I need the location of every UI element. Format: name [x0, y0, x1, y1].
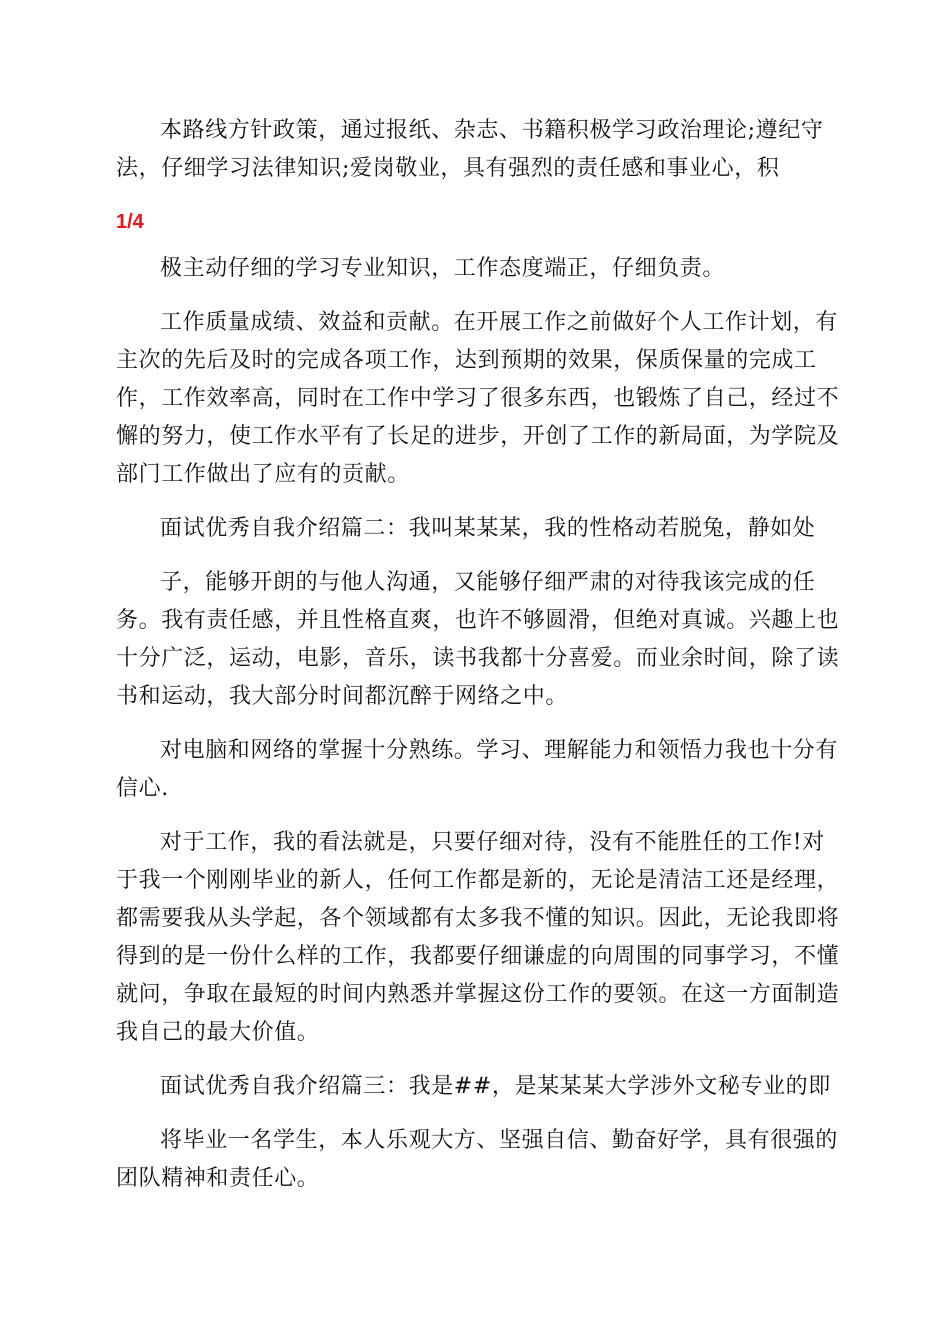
text-line: 工作质量成绩、效益和贡献。在开展工作之前做好个人工作计划，有 — [160, 310, 839, 335]
text-line: 极主动仔细的学习专业知识，工作态度端正，仔细负责。 — [160, 256, 726, 281]
page-number: 1/4 — [116, 211, 144, 233]
text-line: 面试优秀自我介绍篇三：我是##，是某某某大学涉外文秘专业的即 — [160, 1074, 831, 1099]
text-line: 信心. — [116, 776, 169, 801]
text-line: 部门工作做出了应有的贡献。 — [116, 462, 410, 487]
text-line: 面试优秀自我介绍篇二：我叫某某某，我的性格动若脱兔，静如处 — [160, 516, 816, 541]
text-line: 团队精神和责任心。 — [116, 1166, 320, 1191]
text-line: 主次的先后及时的完成各项工作，达到预期的效果，保质保量的完成工 — [116, 348, 817, 373]
text-line: 本路线方针政策，通过报纸、杂志、书籍积极学习政治理论;遵纪守 — [160, 118, 824, 143]
text-line: 得到的是一份什么样的工作，我都要仔细谦虚的向周围的同事学习，不懂 — [116, 944, 840, 969]
text-line: 十分广泛，运动，电影，音乐，读书我都十分喜爱。而业余时间，除了读 — [116, 646, 840, 671]
text-line: 对于工作，我的看法就是，只要仔细对待，没有不能胜任的工作!对 — [160, 830, 825, 855]
text-line: 作，工作效率高，同时在工作中学习了很多东西，也锻炼了自己，经过不 — [116, 386, 840, 411]
text-line: 法，仔细学习法律知识;爱岗敬业，具有强烈的责任感和事业心，积 — [116, 156, 780, 181]
text-line: 于我一个刚刚毕业的新人，任何工作都是新的，无论是清洁工还是经理， — [116, 868, 840, 893]
text-line: 我自己的最大价值。 — [116, 1020, 320, 1045]
text-line: 对电脑和网络的掌握十分熟练。学习、理解能力和领悟力我也十分有 — [160, 738, 839, 763]
text-line: 将毕业一名学生，本人乐观大方、坚强自信、勤奋好学，具有很强的 — [160, 1128, 839, 1153]
text-line: 都需要我从头学起，各个领域都有太多我不懂的知识。因此，无论我即将 — [116, 906, 840, 931]
text-line: 子，能够开朗的与他人沟通，又能够仔细严肃的对待我该完成的任 — [160, 570, 816, 595]
text-line: 书和运动，我大部分时间都沉醉于网络之中。 — [116, 684, 569, 709]
text-line: 懈的努力，使工作水平有了长足的进步，开创了工作的新局面，为学院及 — [116, 424, 840, 449]
text-line: 务。我有责任感，并且性格直爽，也许不够圆滑，但绝对真诚。兴趣上也 — [116, 608, 840, 633]
text-line: 就问，争取在最短的时间内熟悉并掌握这份工作的要领。在这一方面制造 — [116, 982, 840, 1007]
